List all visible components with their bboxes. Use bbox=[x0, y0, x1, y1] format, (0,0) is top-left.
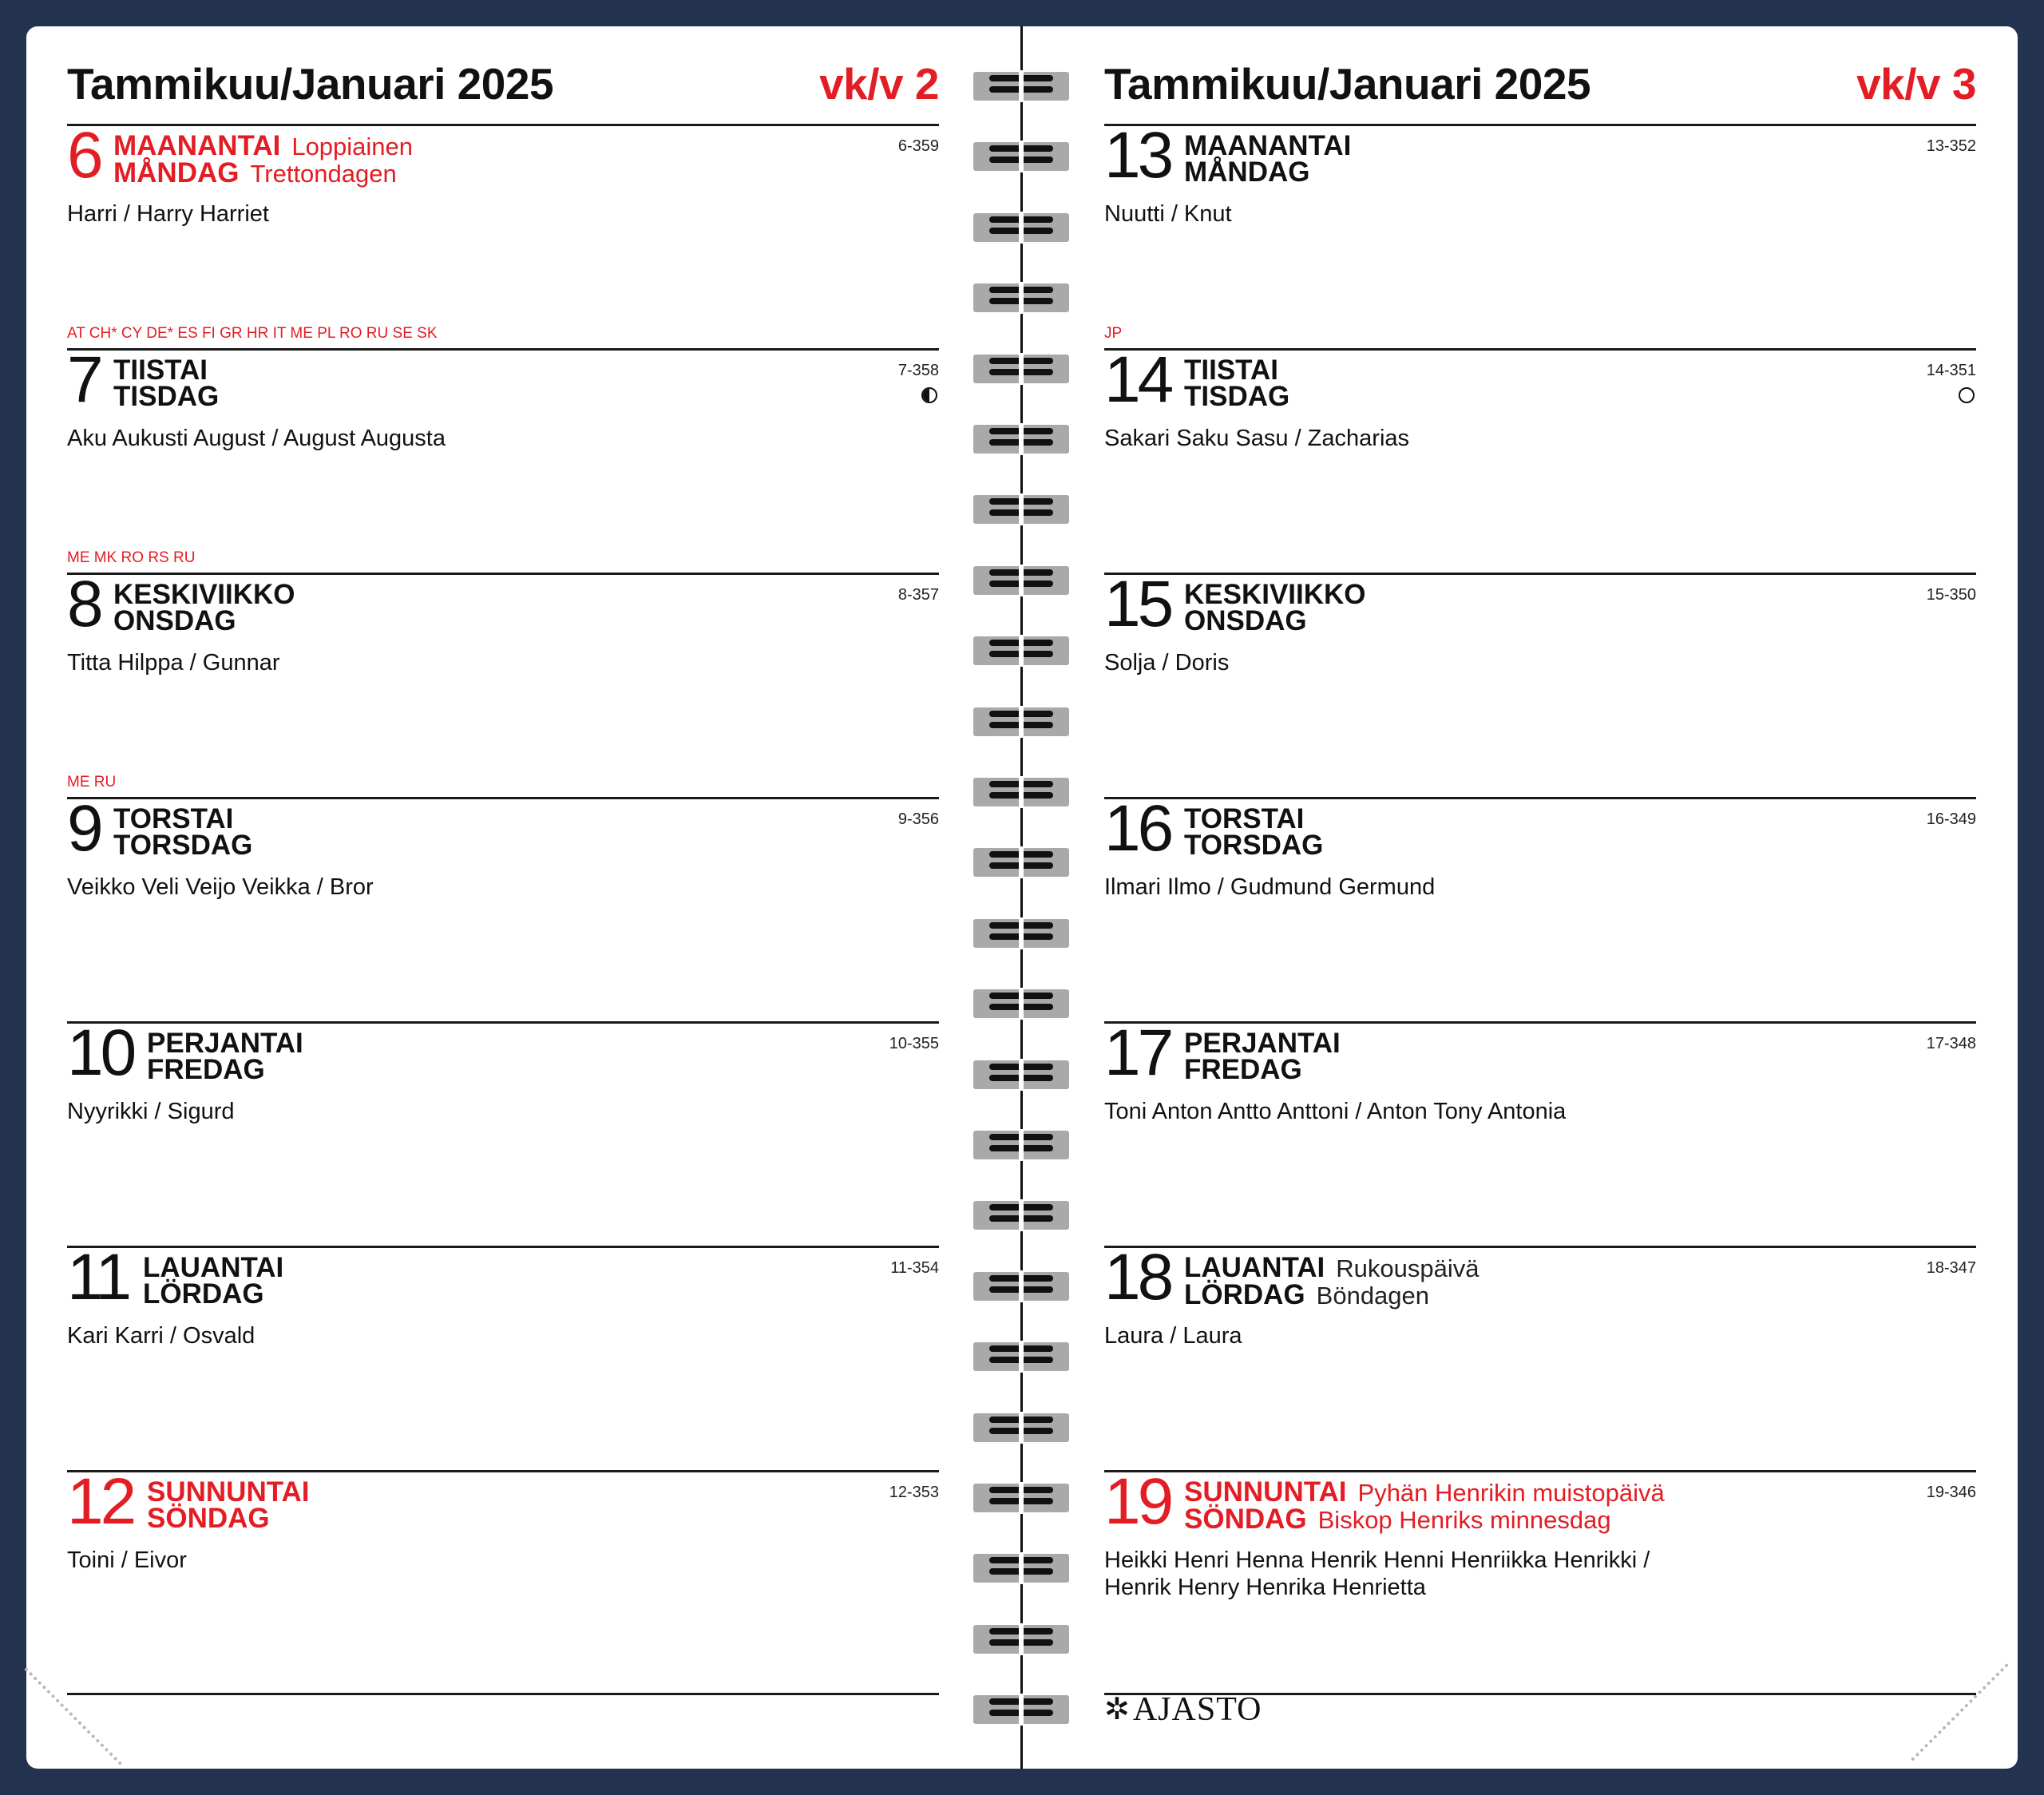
day-number: 9 bbox=[67, 792, 101, 865]
weekday-names bbox=[113, 803, 253, 861]
name-days: Laura / Laura bbox=[1104, 1323, 1242, 1349]
day-entry-16[interactable] bbox=[1104, 792, 1976, 1024]
binding-ring bbox=[973, 1056, 1069, 1088]
weekday-fi: MAANANTAI bbox=[113, 130, 281, 161]
flag-days: ME MK RO RS RU bbox=[67, 549, 196, 566]
day-of-year: 14-351 bbox=[1926, 362, 1976, 379]
day-number: 14 bbox=[1104, 343, 1171, 416]
holiday-sv: Trettondagen bbox=[250, 160, 397, 188]
day-entry-17[interactable] bbox=[1104, 1016, 1976, 1248]
name-days: Sakari Saku Sasu / Zacharias bbox=[1104, 426, 1410, 451]
weekday-fi: TIISTAI bbox=[1184, 355, 1278, 386]
binding-ring bbox=[973, 1549, 1069, 1581]
day-number: 19 bbox=[1104, 1465, 1171, 1538]
day-entry-12[interactable] bbox=[67, 1465, 939, 1697]
weekday-names bbox=[1184, 1030, 1341, 1083]
left-page bbox=[67, 26, 939, 1769]
binding-ring bbox=[973, 1479, 1069, 1511]
right-page bbox=[1104, 26, 1976, 1769]
weekday-sv: MÅNDAG bbox=[113, 157, 240, 188]
weekday-sv: TISDAG bbox=[1184, 381, 1290, 412]
name-days: Ilmari Ilmo / Gudmund Germund bbox=[1104, 874, 1436, 900]
weekday-sv: ONSDAG bbox=[1184, 605, 1307, 636]
day-entry-8[interactable] bbox=[67, 568, 939, 799]
day-of-year: 6-359 bbox=[897, 137, 939, 155]
name-days: Aku Aukusti August / August Augusta bbox=[67, 426, 446, 451]
weekday-names bbox=[1184, 130, 1352, 188]
weekday-fi: TORSTAI bbox=[1184, 803, 1305, 834]
first-quarter-moon-icon bbox=[921, 387, 937, 403]
weekday-fi: KESKIVIIKKO bbox=[1184, 579, 1366, 610]
day-entry-13[interactable] bbox=[1104, 119, 1976, 351]
binding-ring bbox=[973, 67, 1069, 99]
weekday-names bbox=[113, 357, 219, 410]
full-moon-icon bbox=[1959, 387, 1975, 403]
day-entry-18[interactable] bbox=[1104, 1241, 1976, 1472]
name-days: Harri / Harry Harriet bbox=[67, 201, 269, 227]
month-title: Tammikuu/Januari 2025 bbox=[1104, 59, 1591, 109]
weekday-fi: SUNNUNTAI bbox=[147, 1476, 310, 1508]
weekday-fi: PERJANTAI bbox=[1184, 1028, 1341, 1059]
weekday-fi: KESKIVIIKKO bbox=[113, 579, 295, 610]
day-of-year: 13-352 bbox=[1926, 137, 1976, 155]
binding-ring bbox=[973, 1196, 1069, 1228]
binding-ring bbox=[973, 1337, 1069, 1369]
logo-mark-icon: ✲ bbox=[1104, 1693, 1130, 1726]
name-days: Kari Karri / Osvald bbox=[67, 1323, 256, 1349]
bottom-rule bbox=[67, 1693, 939, 1695]
binding-ring bbox=[973, 1126, 1069, 1158]
binding-ring bbox=[973, 1409, 1069, 1440]
binding-ring bbox=[973, 703, 1069, 735]
day-entry-9[interactable] bbox=[67, 792, 939, 1024]
weekday-sv: TORSDAG bbox=[1184, 830, 1324, 861]
name-days-line: Heikki Henri Henna Henrik Henni Henriikka Henrikki / bbox=[1104, 1547, 1650, 1573]
weekday-names bbox=[1184, 357, 1289, 410]
week-number: vk/v 2 bbox=[819, 59, 939, 109]
day-number: 12 bbox=[67, 1465, 134, 1538]
weekday-fi: PERJANTAI bbox=[147, 1028, 303, 1059]
holiday-sv: Böndagen bbox=[1316, 1282, 1430, 1310]
name-days-line: Henrik Henry Henrika Henrietta bbox=[1104, 1575, 1426, 1600]
weekday-names bbox=[1184, 581, 1366, 634]
name-days bbox=[1104, 1547, 1903, 1601]
weekday-names bbox=[113, 130, 414, 188]
weekday-fi: LAUANTAI bbox=[143, 1252, 284, 1283]
month-title: Tammikuu/Januari 2025 bbox=[67, 59, 554, 109]
day-number: 6 bbox=[67, 119, 101, 192]
binding-ring bbox=[973, 843, 1069, 875]
day-number: 7 bbox=[67, 343, 101, 416]
weekday-sv: SÖNDAG bbox=[147, 1503, 270, 1534]
day-of-year: 7-358 bbox=[897, 362, 939, 379]
day-number: 16 bbox=[1104, 792, 1171, 865]
binding-ring bbox=[973, 985, 1069, 1016]
day-of-year: 12-353 bbox=[889, 1484, 939, 1501]
day-number: 15 bbox=[1104, 568, 1171, 640]
day-number: 8 bbox=[67, 568, 101, 640]
flag-days: ME RU bbox=[67, 774, 117, 791]
weekday-sv: LÖRDAG bbox=[1184, 1279, 1305, 1310]
weekday-sv: FREDAG bbox=[1184, 1054, 1302, 1085]
weekday-sv: MÅNDAG bbox=[1184, 157, 1310, 188]
name-days: Veikko Veli Veijo Veikka / Bror bbox=[67, 874, 374, 900]
day-number: 11 bbox=[67, 1241, 129, 1314]
day-entry-15[interactable] bbox=[1104, 568, 1976, 799]
weekday-fi: SUNNUNTAI bbox=[1184, 1476, 1347, 1508]
binding-ring bbox=[973, 420, 1069, 452]
day-number: 18 bbox=[1104, 1241, 1171, 1314]
day-of-year: 11-354 bbox=[890, 1259, 939, 1277]
day-of-year: 10-355 bbox=[889, 1035, 939, 1052]
weekday-fi: LAUANTAI bbox=[1184, 1252, 1325, 1283]
binding-ring bbox=[973, 914, 1069, 946]
day-entry-10[interactable] bbox=[67, 1016, 939, 1248]
name-days: Solja / Doris bbox=[1104, 650, 1230, 676]
binding-ring bbox=[973, 208, 1069, 240]
weekday-names bbox=[143, 1252, 284, 1310]
binding-ring bbox=[973, 561, 1069, 593]
binding-ring bbox=[973, 137, 1069, 169]
holiday-fi: Loppiainen bbox=[291, 133, 414, 160]
weekday-names bbox=[147, 1476, 310, 1534]
logo-text: AJASTO bbox=[1132, 1691, 1262, 1728]
weekday-fi: MAANANTAI bbox=[1184, 130, 1352, 161]
day-number: 10 bbox=[67, 1016, 134, 1089]
binding-ring bbox=[973, 350, 1069, 382]
weekday-sv: SÖNDAG bbox=[1184, 1504, 1307, 1535]
day-of-year: 9-356 bbox=[897, 810, 939, 828]
ajasto-logo bbox=[1104, 1690, 1262, 1730]
week-number: vk/v 3 bbox=[1856, 59, 1976, 109]
day-of-year: 15-350 bbox=[1926, 586, 1976, 604]
day-of-year: 8-357 bbox=[897, 586, 939, 604]
holiday-fi: Pyhän Henrikin muistopäivä bbox=[1357, 1479, 1665, 1507]
name-days: Toni Anton Antto Anttoni / Anton Tony Antonia bbox=[1104, 1099, 1567, 1124]
day-entry-6[interactable] bbox=[67, 119, 939, 351]
flag-days: JP bbox=[1104, 325, 1123, 342]
day-entry-14[interactable] bbox=[1104, 343, 1976, 575]
name-days: Toini / Eivor bbox=[67, 1547, 187, 1573]
holiday-fi: Rukouspäivä bbox=[1336, 1254, 1480, 1282]
binding-ring bbox=[973, 279, 1069, 311]
name-days: Nyyrikki / Sigurd bbox=[67, 1099, 235, 1124]
name-days: Titta Hilppa / Gunnar bbox=[67, 650, 280, 676]
weekday-sv: TORSDAG bbox=[113, 830, 253, 861]
weekday-sv: ONSDAG bbox=[113, 605, 236, 636]
day-of-year: 17-348 bbox=[1926, 1035, 1976, 1052]
weekday-names bbox=[113, 581, 295, 634]
day-number: 17 bbox=[1104, 1016, 1171, 1089]
weekday-sv: LÖRDAG bbox=[143, 1278, 264, 1310]
day-of-year: 18-347 bbox=[1926, 1259, 1976, 1277]
day-number: 13 bbox=[1104, 119, 1171, 192]
weekday-sv: FREDAG bbox=[147, 1054, 265, 1085]
binding-ring bbox=[973, 490, 1069, 522]
day-of-year: 16-349 bbox=[1926, 810, 1976, 828]
day-of-year: 19-346 bbox=[1926, 1484, 1976, 1501]
day-entry-7[interactable] bbox=[67, 343, 939, 575]
weekday-names bbox=[1184, 1476, 1665, 1535]
binding-ring bbox=[973, 1267, 1069, 1299]
holiday-sv: Biskop Henriks minnesdag bbox=[1317, 1506, 1611, 1534]
weekday-sv: TISDAG bbox=[113, 381, 220, 412]
weekday-names bbox=[1184, 803, 1324, 861]
day-entry-11[interactable] bbox=[67, 1241, 939, 1472]
weekday-names bbox=[1184, 1254, 1479, 1309]
weekday-names bbox=[147, 1030, 303, 1083]
binding-ring bbox=[973, 632, 1069, 664]
binding-ring bbox=[973, 773, 1069, 805]
weekday-fi: TORSTAI bbox=[113, 803, 234, 834]
day-entry-19[interactable] bbox=[1104, 1465, 1976, 1697]
binding-ring bbox=[973, 1690, 1069, 1722]
binding-ring bbox=[973, 1620, 1069, 1652]
weekday-fi: TIISTAI bbox=[113, 355, 208, 386]
name-days: Nuutti / Knut bbox=[1104, 201, 1232, 227]
flag-days: AT CH* CY DE* ES FI GR HR IT ME PL RO RU SE SK bbox=[67, 325, 438, 342]
